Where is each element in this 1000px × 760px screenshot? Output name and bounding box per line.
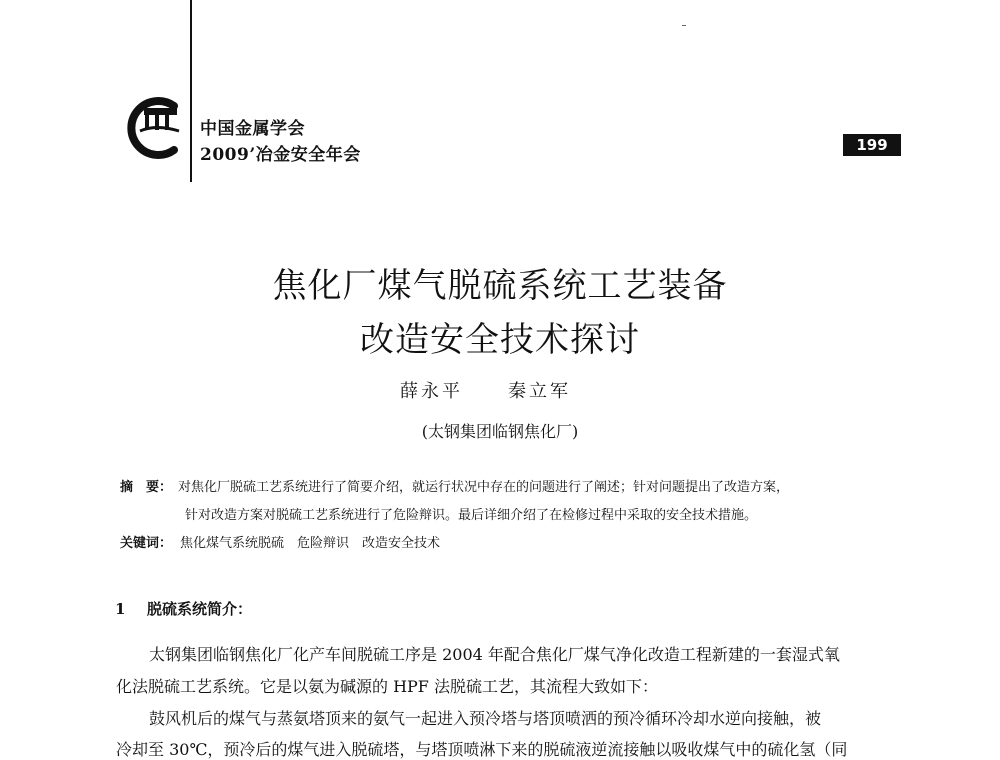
section-heading: [115, 598, 252, 619]
section-title: 脱硫系统简介：: [147, 600, 253, 618]
body-text-line: 冷却至 30℃，预冷后的煤气进入脱硫塔，与塔顶喷淋下来的脱硫液逆流接触以吸收煤气中的硫化氢（同: [116, 740, 848, 759]
author-affiliation: (太钢集团临钢焦化厂): [421, 422, 579, 441]
abstract-text-line: 针对改造方案对脱硫工艺系统进行了危险辩识。最后详细介绍了在检修过程中采取的安全技术措施。: [185, 508, 758, 523]
header-conference: 2009’冶金安全年会: [200, 145, 361, 165]
csm-logo: [116, 93, 186, 163]
author-name: 薛永平: [400, 381, 463, 402]
header-organization: 中国金属学会: [200, 119, 305, 139]
abstract-label: 摘 要：: [120, 480, 173, 495]
header-vertical-rule: [190, 0, 192, 182]
page-number-badge: 199: [843, 134, 901, 156]
body-text-line: 鼓风机后的煤气与蒸氨塔顶来的氨气一起进入预冷塔与塔顶喷洒的预冷循环冷却水逆向接触，被: [149, 709, 822, 728]
section-number: 1: [115, 600, 126, 618]
body-text-line: 化法脱硫工艺系统。它是以氨为碱源的 HPF 法脱硫工艺，其流程大致如下：: [116, 677, 658, 696]
paper-title-line-2: 改造安全技术探讨: [360, 320, 640, 360]
keywords-label: 关键词：: [120, 536, 173, 551]
keywords-text: 焦化煤气系统脱硫 危险辩识 改造安全技术: [180, 536, 441, 551]
paper-title-line-1: 焦化厂煤气脱硫系统工艺装备: [272, 266, 728, 306]
scan-speck: [682, 25, 686, 26]
body-text-line: 太钢集团临钢焦化厂化产车间脱硫工序是 2004 年配合焦化厂煤气净化改造工程新建的一套湿式氧: [149, 645, 840, 664]
author-name: 秦立军: [508, 381, 571, 402]
abstract-text-line: 对焦化厂脱硫工艺系统进行了简要介绍，就运行状况中存在的问题进行了阐述；针对问题提出了改造方案，: [178, 480, 790, 495]
